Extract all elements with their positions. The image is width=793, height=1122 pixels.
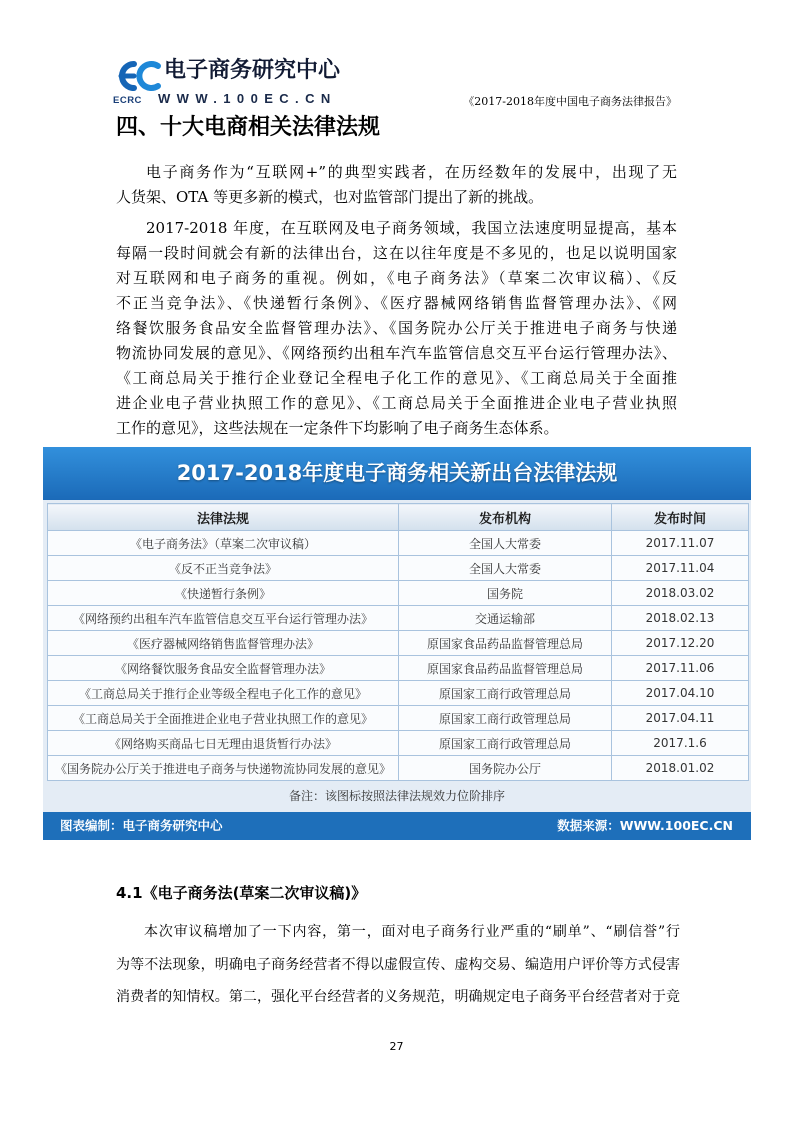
table-cell-law: 《电子商务法》（草案二次审议稿）: [48, 531, 399, 556]
table-cell-issuer: 全国人大常委: [399, 556, 612, 581]
subsection-text: [116, 916, 680, 1014]
text-line: 对互联网和电子商务的重视。例如，《电子商务法》（草案二次审议稿）、《反: [116, 269, 677, 287]
table-cell-law: 《网络购买商品七日无理由退货暂行办法》: [48, 731, 399, 756]
section-title: 四、十大电商相关法律法规: [116, 115, 381, 140]
table-cell-date: 2017.11.04: [612, 556, 749, 581]
table-row: [48, 606, 749, 631]
table-cell-issuer: 交通运输部: [399, 606, 612, 631]
text-line: 消费者的知情权。第二，强化平台经营者的义务规范，明确规定电子商务平台经营者对于竞: [116, 989, 680, 1005]
table-cell-law: 《快递暂行条例》: [48, 581, 399, 606]
table-cell-issuer: 国务院办公厅: [399, 756, 612, 781]
table-row: [48, 556, 749, 581]
website-text: WWW.100EC.CN: [158, 91, 337, 106]
text-line: 为等不法现象，明确电子商务经营者不得以虚假宣传、虚构交易、编造用户评价等方式侵害: [116, 956, 680, 973]
column-header-law: 法律法规: [48, 504, 399, 531]
law-table-figure: [43, 447, 751, 840]
table-cell-date: 2017.11.06: [612, 656, 749, 681]
table-row: [48, 631, 749, 656]
org-abbr: ECRC: [113, 95, 142, 106]
table-cell-law: 《工商总局关于全面推进企业电子营业执照工作的意见》: [48, 706, 399, 731]
table-row: [48, 756, 749, 781]
table-header-row: [48, 504, 749, 531]
text-line: 工作的意见》，这些法规在一定条件下均影响了电子商务生态体系。: [116, 419, 559, 437]
figure-title: 2017-2018年度电子商务相关新出台法律法规: [43, 447, 751, 500]
table-row: [48, 681, 749, 706]
text-line: 电子商务作为“互联网+”的典型实践者，在历经数年的发展中，出现了无: [146, 163, 677, 181]
table-cell-date: 2017.1.6: [612, 731, 749, 756]
text-line: 2017-2018 年度，在互联网及电子商务领域，我国立法速度明显提高，基本: [146, 219, 677, 237]
table-cell-issuer: 原国家工商行政管理总局: [399, 706, 612, 731]
table-cell-date: 2017.11.07: [612, 531, 749, 556]
table-cell-issuer: 原国家食品药品监督管理总局: [399, 631, 612, 656]
column-header-issuer: 发布机构: [399, 504, 612, 531]
text-line: 人货架、OTA 等更多新的模式，也对监管部门提出了新的挑战。: [116, 188, 544, 206]
table-cell-date: 2017.04.10: [612, 681, 749, 706]
table-cell-law: 《工商总局关于推行企业等级全程电子化工作的意见》: [48, 681, 399, 706]
table-cell-date: 2018.02.13: [612, 606, 749, 631]
text-line: 《工商总局关于推行企业登记全程电子化工作的意见》、《工商总局关于全面推: [116, 369, 677, 387]
law-table: [47, 503, 749, 781]
table-cell-date: 2018.03.02: [612, 581, 749, 606]
org-name: 电子商务研究中心: [164, 58, 341, 83]
table-row: [48, 731, 749, 756]
figure-source: 数据来源：WWW.100EC.CN: [557, 818, 733, 833]
figure-compiled-by: 图表编制：电子商务研究中心: [60, 818, 223, 833]
report-title: 《2017-2018年度中国电子商务法律报告》: [463, 95, 677, 108]
table-row: [48, 656, 749, 681]
text-line: 物流协同发展的意见》、《网络预约出租车汽车监管信息交互平台运行管理办法》、: [116, 344, 677, 362]
text-line: 络餐饮服务食品安全监督管理办法》、《国务院办公厅关于推进电子商务与快递: [116, 319, 677, 337]
intro-text: [116, 160, 677, 441]
table-cell-law: 《网络餐饮服务食品安全监督管理办法》: [48, 656, 399, 681]
table-row: [48, 531, 749, 556]
figure-footer: [43, 812, 751, 840]
text-line: 每隔一段时间就会有新的法律出台，这在以往年度是不多见的，也足以说明国家: [116, 244, 677, 262]
paragraph: [116, 216, 677, 441]
paragraph: [116, 160, 677, 210]
table-cell-law: 《网络预约出租车汽车监管信息交互平台运行管理办法》: [48, 606, 399, 631]
table-cell-date: 2017.12.20: [612, 631, 749, 656]
table-cell-issuer: 国务院: [399, 581, 612, 606]
table-cell-law: 《医疗器械网络销售监督管理办法》: [48, 631, 399, 656]
ec-logo: [112, 57, 164, 95]
table-row: [48, 581, 749, 606]
page-number: 27: [389, 1040, 404, 1053]
table-cell-date: 2017.04.11: [612, 706, 749, 731]
text-line: 不正当竞争法》、《快递暂行条例》、《医疗器械网络销售监督管理办法》、《网: [116, 294, 677, 312]
table-cell-issuer: 原国家食品药品监督管理总局: [399, 656, 612, 681]
column-header-date: 发布时间: [612, 504, 749, 531]
table-cell-issuer: 全国人大常委: [399, 531, 612, 556]
figure-note: 备注：该图标按照法律法规效力位阶排序: [288, 789, 505, 803]
table-row: [48, 706, 749, 731]
table-cell-issuer: 原国家工商行政管理总局: [399, 681, 612, 706]
table-cell-issuer: 原国家工商行政管理总局: [399, 731, 612, 756]
subsection-title: 4.1《电子商务法(草案二次审议稿)》: [116, 884, 367, 902]
table-cell-law: 《国务院办公厅关于推进电子商务与快递物流协同发展的意见》: [48, 756, 399, 781]
table-cell-date: 2018.01.02: [612, 756, 749, 781]
text-line: 进企业电子营业执照工作的意见》、《工商总局关于全面推进企业电子营业执照: [116, 394, 677, 412]
text-line: 本次审议稿增加了一下内容，第一，面对电子商务行业严重的“刷单”、“刷信誉”行: [144, 924, 680, 940]
table-cell-law: 《反不正当竞争法》: [48, 556, 399, 581]
